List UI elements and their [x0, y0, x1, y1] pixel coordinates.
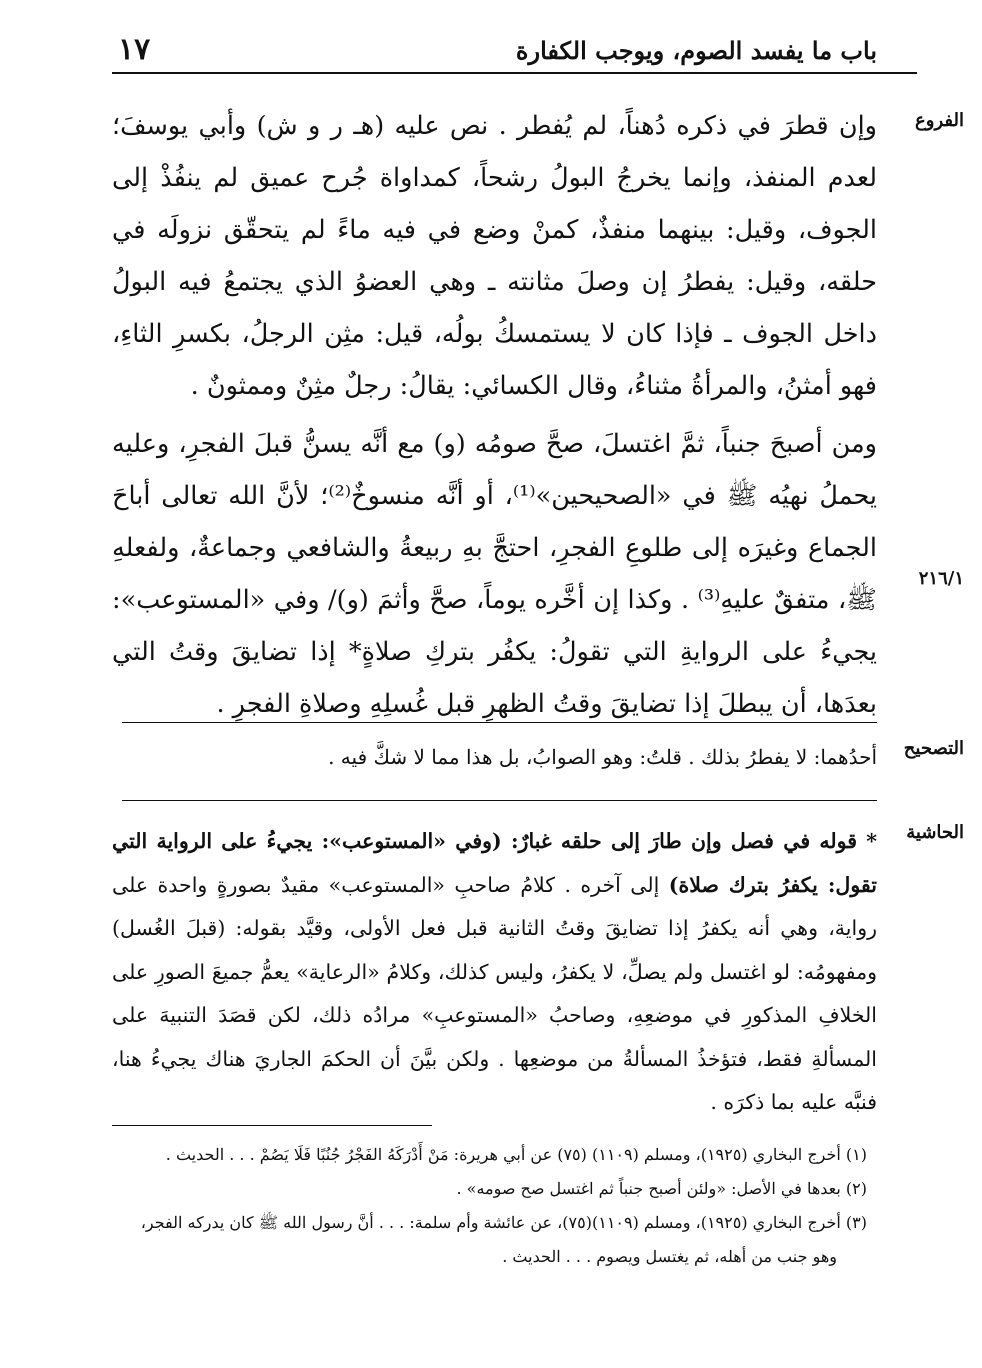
- section-rule-hashiya: [122, 800, 877, 801]
- section-rule-correction: [122, 722, 877, 723]
- hashiya-body: إلى آخره . كلامُ صاحبِ «المستوعب» مقيدٌ بصورةٍ واحدة على رواية، وهي أنه يكفرُ إذا تضايقَ وقتُ الثانية قبل فعل الأولى، وقيَّد بقوله: (قبلَ الغُسل) ومفهومُه: لو اغتسل ولم يصلِّ، لا يكفرُ، وليس كذلك، وكلامُ «الرعاية» يعمُّ جميعَ الصورِ على الخلافِ المذكورِ في موضعِهِ، وصاحبُ «المستوعبِ» مرادُه ذلك، لكن قصَدَ التنبيهَ على المسألةِ فقط، فتؤخذُ المسألةُ من موضعِها . ولكن بيَّنَ أن الحكمَ الجاريَ هناك يجيءُ هنا، فنبَّه عليه بما ذكرَه .: [112, 872, 877, 1114]
- running-title: باب ما يفسد الصوم، ويوجب الكفارة: [515, 36, 877, 65]
- footnote-rule: [112, 1125, 432, 1126]
- margin-label-volume-page: ٢١٦/١: [918, 568, 964, 589]
- footnotes: [112, 1138, 867, 1274]
- page-number: ١٧: [118, 32, 151, 67]
- footnote-3-continued: وهو جنب من أهله، ثم يغتسل ويصوم . . . الحديث .: [502, 1247, 837, 1266]
- hashiya-text: [112, 820, 877, 1125]
- hashiya-lead: * قوله في فصل وإن طارَ إلى حلقه غبارٌ: (وفي «المستوعب»: يجيءُ على الرواية التي تقول: يكفرُ بترك صلاة): [112, 829, 877, 897]
- footnote-3: (٣) أخرج البخاري (١٩٢٥)، ومسلم (١١٠٩)(٧٥)، عن عائشة وأم سلمة: . . . أنَّ رسول الله ﷺ كان يدركه الفجر،: [140, 1213, 867, 1232]
- margin-label-tashih: التصحيح: [903, 738, 964, 759]
- header-rule: [112, 72, 917, 74]
- main-paragraph-2: ومن أصبحَ جنباً، ثمَّ اغتسلَ، صحَّ صومُه (و) مع أنَّه يسنُّ قبلَ الفجرِ، وعليه يحملُ نهيُه ﷺ في «الصحيحين»⁽¹⁾، أو أنَّه منسوخٌ⁽²⁾؛ لأنَّ الله تعالى أباحَ الجماع وغيرَه إلى طلوعِ الفجرِ، احتجَّ بهِ ربيعةُ والشافعي وجماعةٌ، ولفعلهِ ﷺ، متفقٌ عليهِ⁽³⁾ . وكذا إن أخَّره يوماً، صحَّ وأثمَ (و)/ وفي «المستوعب»: يجيءُ على الروايةِ التي تقولُ: يكفُر بتركِ صلاةٍ* إذا تضايقَ وقتُ التي بعدَها، أن يبطلَ إذا تضايقَ وقتُ الظهرِ قبل غُسلِهِ وصلاةِ الفجرِ .: [112, 429, 878, 719]
- main-text: [112, 100, 877, 730]
- footnote-2: (٢) بعدها في الأصل: «ولئن أصبح جنباً ثم اغتسل صح صومه» .: [456, 1179, 867, 1198]
- margin-label-furu: الفروع: [915, 110, 964, 131]
- main-paragraph-1: وإن قطرَ في ذكره دُهناً، لم يُفطر . نص عليه (هـ ر و ش) وأبي يوسفَ؛ لعدم المنفذ، وإنما يخرجُ البولُ رشحاً، كمداواة جُرح عميق لم ينفُذْ إلى الجوف، وقيل: بينهما منفذٌ، كمنْ وضع في فيه ماءً لم يتحقّق نزولَه في حلقه، وقيل: يفطرُ إن وصلَ مثانته ـ وهي العضوُ الذي يجتمعُ فيه البولُ داخل الجوف ـ فإذا كان لا يستمسكُ بولُه، قيل: مثِن الرجلُ، بكسرِ الثاءِ، فهو أمثنُ، والمرأةُ مثناءُ، وقال الكسائي: يقالُ: رجلٌ مثِنٌ وممثونٌ .: [112, 111, 877, 401]
- margin-label-hashiya: الحاشية: [906, 822, 964, 843]
- correction-text: أحدُهما: لا يفطرُ بذلك . قلتُ: وهو الصوابُ، بل هذا مما لا شكَّ فيه .: [328, 745, 877, 769]
- footnote-1: (١) أخرج البخاري (١٩٢٥)، ومسلم (١١٠٩) (٧٥) عن أبي هريرة: مَنْ أَدْرَكَهُ الفَجْرُ جُنُبًا فَلَا يَصُمْ . . . الحديث .: [165, 1145, 867, 1164]
- page-header: [112, 30, 877, 70]
